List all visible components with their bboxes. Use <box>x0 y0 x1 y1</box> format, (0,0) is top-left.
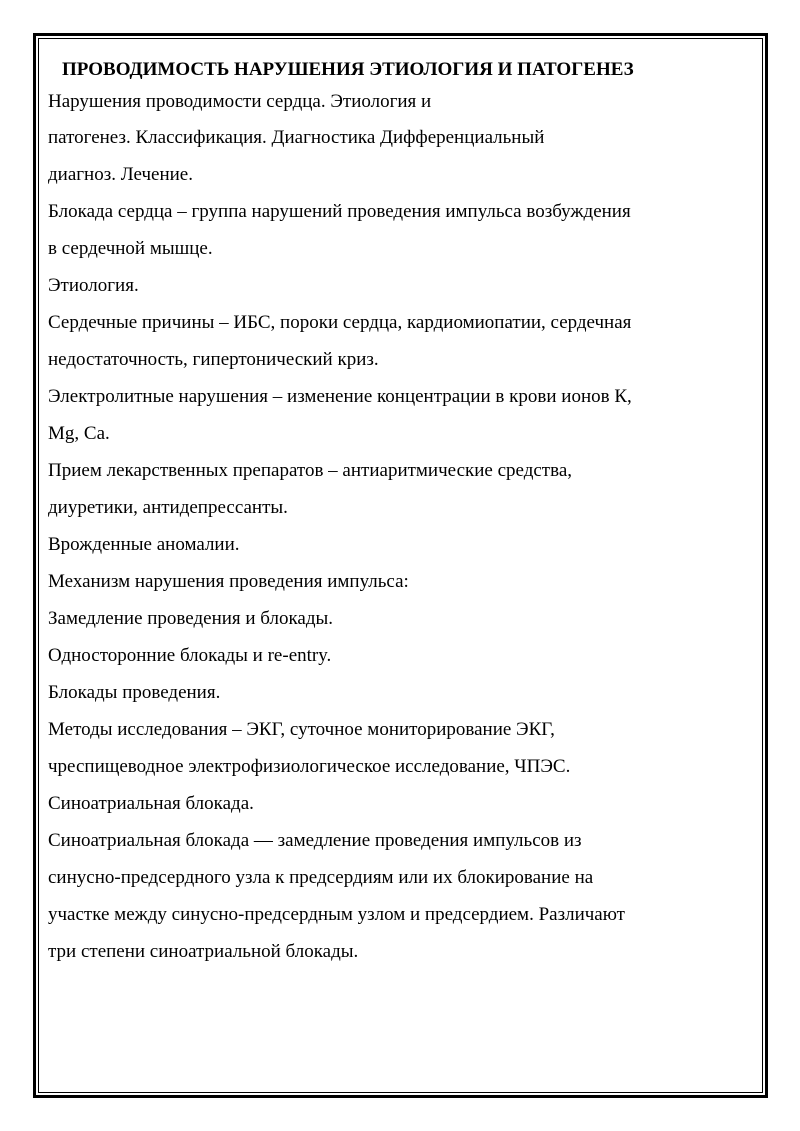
text-line: Прием лекарственных препаратов – антиаритмические средства, <box>48 460 573 481</box>
document-body <box>48 55 738 970</box>
text-line: в сердечной мышце. <box>48 238 213 259</box>
text-line: патогенез. Классификация. Диагностика Дифференциальный <box>48 127 545 148</box>
text-line: Методы исследования – ЭКГ, суточное мониторирование ЭКГ, <box>48 719 555 740</box>
text-line: три степени синоатриальной блокады. <box>48 941 359 962</box>
text-line: недостаточность, гипертонический криз. <box>48 349 379 370</box>
text-line: участке между синусно-предсердным узлом и предсердием. Различают <box>48 904 625 925</box>
text-line: Односторонние блокады и re-entry. <box>48 645 332 666</box>
text-line: Mg, Ca. <box>48 423 110 444</box>
text-line: Механизм нарушения проведения импульса: <box>48 571 409 592</box>
text-line: синусно-предсердного узла к предсердиям или их блокирование на <box>48 867 594 888</box>
document-title: ПРОВОДИМОСТЬ НАРУШЕНИЯ ЭТИОЛОГИЯ И ПАТОГЕНЕЗ <box>62 59 634 80</box>
text-line: Замедление проведения и блокады. <box>48 608 334 629</box>
text-line: Электролитные нарушения – изменение концентрации в крови ионов К, <box>48 386 632 407</box>
text-line: Этиология. <box>48 275 139 296</box>
text-line: Нарушения проводимости сердца. Этиология и <box>48 91 432 112</box>
text-line: Сердечные причины – ИБС, пороки сердца, кардиомиопатии, сердечная <box>48 312 632 333</box>
text-line: Синоатриальная блокада — замедление проведения импульсов из <box>48 830 582 851</box>
text-line: Врожденные аномалии. <box>48 534 240 555</box>
text-line: Блокада сердца – группа нарушений проведения импульса возбуждения <box>48 201 631 222</box>
text-line: Синоатриальная блокада. <box>48 793 254 814</box>
text-line: диуретики, антидепрессанты. <box>48 497 288 518</box>
text-line: чреспищеводное электрофизиологическое исследование, ЧПЭС. <box>48 756 571 777</box>
text-line: Блокады проведения. <box>48 682 221 703</box>
text-line: диагноз. Лечение. <box>48 164 193 185</box>
